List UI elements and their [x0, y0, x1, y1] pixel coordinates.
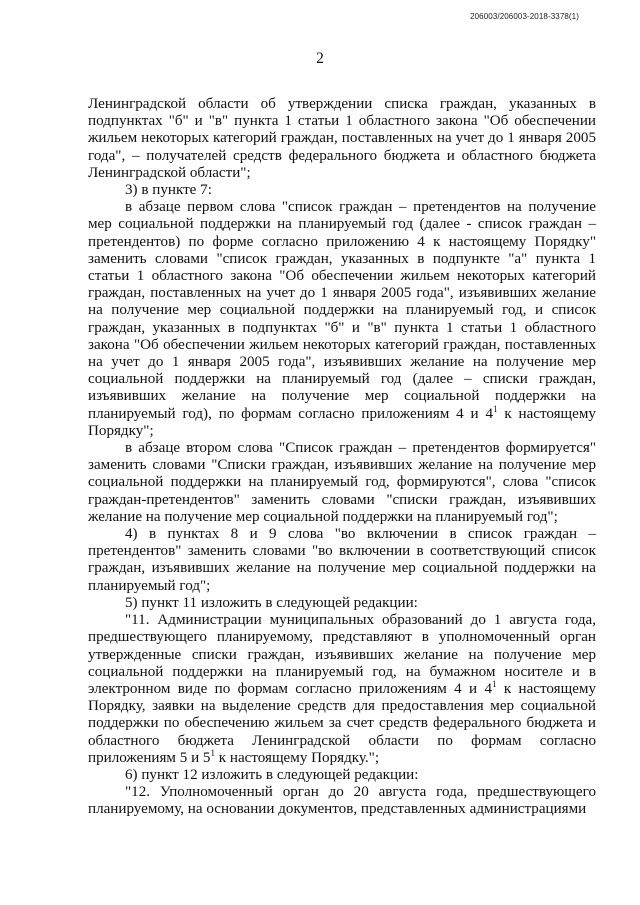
paragraph-continuation: Ленинградской области об утверждении списка граждан, указанных в подпунктах "б" и "в" пункта 1 статьи 1 областного закона "Об обеспечении жильем некоторых категорий граждан, поставленных на учет до 1 января 2005 года", – получателей средств федерального бюджета и областного бюджета Ленинградской области";: [88, 96, 596, 181]
paragraph-text: в абзаце первом слова "список граждан – претендентов на получение мер социальной поддержки на планируемый год (далее - список граждан – претендентов) по форме согласно приложению 4 к настоящему Порядку" заменить словами "список граждан, указанных в подпункте "а" пункта 1 статьи 1 областного закона "Об обеспечении жильем некоторых категорий граждан, поставленных на учет до 1 января 2005 года", изъявивших желание на получение мер социальной поддержки на планируемый год, и список граждан, указанных в подпунктах "б" и "в" пункта 1 статьи 1 областного закона "Об обеспечении жильем некоторых категорий граждан, поставленных на учет до 1 января 2005 года", изъявивших желание на получение мер социальной поддержки на планируемый год (далее – списки граждан, изъявивших желание на получение мер социальной поддержки на планируемый год), по формам согласно приложениям 4 и 4: [88, 199, 596, 422]
document-id: 206003/206003-2018-3378(1): [470, 12, 579, 21]
paragraph-item-4: 4) в пунктах 8 и 9 слова "во включении в список граждан – претендентов" заменить словами "во включении в соответствующий список граждан, изъявивших желание на получение мер социальной поддержки на планируемый год";: [88, 526, 596, 594]
paragraph-item-3: 3) в пункте 7:: [125, 182, 212, 199]
paragraph-point-12: "12. Уполномоченный орган до 20 августа года, предшествующего планируемому, на основании документов, представленных администрациями: [88, 784, 596, 818]
paragraph-item-5: 5) пункт 11 изложить в следующей редакции:: [125, 594, 418, 611]
document-body: [88, 96, 596, 819]
superscript: 1: [492, 678, 497, 689]
paragraph-text: к настоящему Порядку, заявки на выделение средств для предоставления мер социальной поддержки по обеспечению жильем за счет средств федерального бюджета и областного бюджета Ленинградской области по формам согласно приложениям 5 и 5: [88, 680, 596, 766]
paragraph-text: к настоящему Порядку.";: [214, 749, 380, 766]
paragraph-first-abzac: [88, 199, 596, 440]
page-number: 2: [316, 50, 324, 67]
superscript: 1: [493, 403, 498, 414]
paragraph-text: "11. Администрации муниципальных образований до 1 августа года, предшествующего планируемому, представляют в уполномоченный орган утвержденные списки граждан, изъявивших желание на получение мер социальной поддержки на планируемый год, на бумажном носителе и в электронном виде по формам согласно приложениям 4 и 4: [88, 612, 596, 697]
paragraph-item-6: 6) пункт 12 изложить в следующей редакции:: [125, 766, 419, 783]
superscript: 1: [210, 747, 215, 758]
paragraph-point-11: [88, 612, 596, 767]
paragraph-second-abzac: в абзаце втором слова "Список граждан – претендентов формируется" заменить словами "Списки граждан, изъявивших желание на получение мер социальной поддержки на планируемый год, формируются", слова "список граждан-претендентов" заменить словами "списки граждан, изъявивших желание на получение мер социальной поддержки на планируемый год";: [88, 440, 596, 525]
paragraph-text: к настоящему Порядку";: [88, 405, 596, 439]
